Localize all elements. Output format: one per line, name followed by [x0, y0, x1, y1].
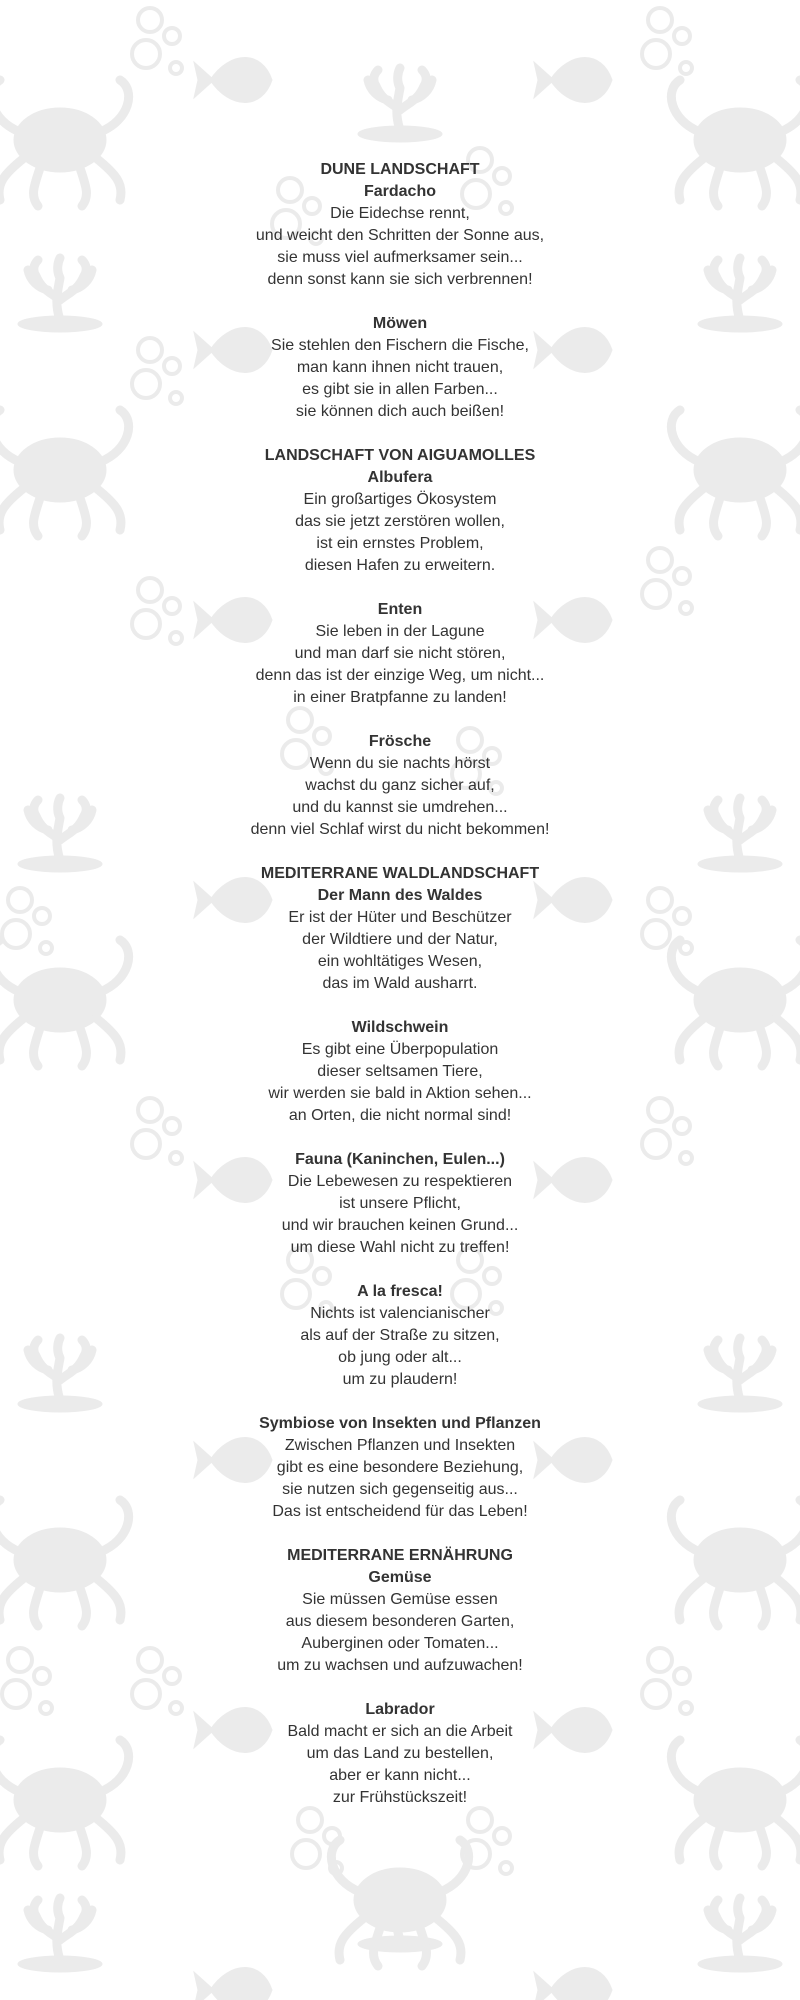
poem-line: das im Wald ausharrt.: [322, 975, 478, 992]
stanza-heading: Symbiose von Insekten und Pflanzen: [259, 1415, 541, 1432]
poem-line: Die Eidechse rennt,: [330, 205, 470, 222]
stanza-subheading: Albufera: [367, 469, 433, 486]
poem-line: in einer Bratpfanne zu landen!: [293, 689, 507, 706]
coral-icon: [358, 68, 442, 142]
stanza-heading: Enten: [377, 601, 423, 618]
poem-line: denn viel Schlaf wirst du nicht bekommen!: [250, 821, 550, 838]
poem-line: und du kannst sie umdrehen...: [292, 799, 508, 816]
stanza-heading: Möwen: [372, 315, 428, 332]
stanza-subheading: Fardacho: [363, 183, 436, 200]
coral-icon: [698, 1898, 782, 1972]
poem-stanza: [0, 1017, 800, 1127]
poem-line: denn sonst kann sie sich verbrennen!: [267, 271, 533, 288]
fish-icon: [194, 1968, 272, 2000]
poem-stanza: [0, 1413, 800, 1523]
poem-stanza: [0, 599, 800, 709]
poem-line: diesen Hafen zu erweitern.: [304, 557, 496, 574]
stanza-heading: DUNE LANDSCHAFT: [320, 161, 480, 178]
poem-stanza: [0, 863, 800, 995]
fish-icon: [534, 1968, 612, 2000]
stanza-heading: A la fresca!: [357, 1283, 443, 1300]
poem-line: ob jung oder alt...: [338, 1349, 462, 1366]
poem-line: Sie stehlen den Fischern die Fische,: [271, 337, 529, 354]
fish-icon: [534, 58, 612, 103]
poem-line: ein wohltätiges Wesen,: [317, 953, 483, 970]
poem-stanza: [0, 1699, 800, 1809]
poem-line: der Wildtiere und der Natur,: [302, 931, 498, 948]
poem-line: wir werden sie bald in Aktion sehen...: [268, 1085, 532, 1102]
poem-stanza: [0, 1545, 800, 1677]
poem-stanza: [0, 1149, 800, 1259]
stanza-heading: MEDITERRANE WALDLANDSCHAFT: [260, 865, 540, 882]
poem-line: als auf der Straße zu sitzen,: [300, 1327, 500, 1344]
stanza-heading: Labrador: [365, 1701, 435, 1718]
stanza-subheading: Gemüse: [368, 1569, 432, 1586]
poem-line: Sie müssen Gemüse essen: [302, 1591, 498, 1608]
stanza-heading: Fauna (Kaninchen, Eulen...): [295, 1151, 505, 1168]
poem-stanza: [0, 445, 800, 577]
stanza-subheading: Der Mann des Waldes: [317, 887, 483, 904]
poem-line: das sie jetzt zerstören wollen,: [295, 513, 505, 530]
poem-line: Sie leben in der Lagune: [315, 623, 485, 640]
poem-container: [0, 159, 800, 1831]
poem-line: man kann ihnen nicht trauen,: [296, 359, 504, 376]
poem-line: Es gibt eine Überpopulation: [301, 1041, 499, 1058]
poem-line: und man darf sie nicht stören,: [294, 645, 506, 662]
poem-line: zur Frühstückszeit!: [332, 1789, 468, 1806]
poem-line: Zwischen Pflanzen und Insekten: [284, 1437, 516, 1454]
poem-line: Das ist entscheidend für das Leben!: [272, 1503, 528, 1520]
poem-stanza: [0, 313, 800, 423]
poem-line: denn das ist der einzige Weg, um nicht...: [255, 667, 545, 684]
poem-stanza: [0, 731, 800, 841]
poem-line: Wenn du sie nachts hörst: [309, 755, 491, 772]
stanza-heading: Wildschwein: [351, 1019, 449, 1036]
poem-line: sie nutzen sich gegenseitig aus...: [282, 1481, 518, 1498]
poem-line: um das Land zu bestellen,: [306, 1745, 494, 1762]
bubbles-icon: [132, 8, 182, 74]
poem-line: an Orten, die nicht normal sind!: [288, 1107, 512, 1124]
poem-line: es gibt sie in allen Farben...: [302, 381, 498, 398]
poem-stanza: [0, 159, 800, 291]
poem-line: Nichts ist valencianischer: [310, 1305, 490, 1322]
poem-line: Bald macht er sich an die Arbeit: [287, 1723, 513, 1740]
poem-line: wachst du ganz sicher auf,: [305, 777, 495, 794]
poem-line: aber er kann nicht...: [329, 1767, 471, 1784]
poem-line: ist unsere Pflicht,: [339, 1195, 461, 1212]
poem-line: Ein großartiges Ökosystem: [303, 491, 497, 508]
stanza-heading: Frösche: [368, 733, 432, 750]
fish-icon: [194, 58, 272, 103]
poem-line: um diese Wahl nicht zu treffen!: [290, 1239, 510, 1256]
stanza-heading: MEDITERRANE ERNÄHRUNG: [287, 1547, 513, 1564]
poem-line: gibt es eine besondere Beziehung,: [276, 1459, 524, 1476]
poem-line: und wir brauchen keinen Grund...: [281, 1217, 519, 1234]
poem-line: und weicht den Schritten der Sonne aus,: [255, 227, 545, 244]
coral-icon: [18, 1898, 102, 1972]
poem-line: Auberginen oder Tomaten...: [301, 1635, 499, 1652]
poem-line: sie muss viel aufmerksamer sein...: [277, 249, 523, 266]
poem-line: ist ein ernstes Problem,: [316, 535, 484, 552]
poem-line: aus diesem besonderen Garten,: [285, 1613, 515, 1630]
poem-line: dieser seltsamen Tiere,: [317, 1063, 483, 1080]
poem-line: sie können dich auch beißen!: [295, 403, 505, 420]
bubbles-icon: [642, 8, 692, 74]
poem-stanza: [0, 1281, 800, 1391]
poem-line: um zu plaudern!: [342, 1371, 458, 1388]
poem-line: Er ist der Hüter und Beschützer: [288, 909, 512, 926]
stanza-heading: LANDSCHAFT VON AIGUAMOLLES: [264, 447, 536, 464]
poem-line: Die Lebewesen zu respektieren: [287, 1173, 513, 1190]
poem-line: um zu wachsen und aufzuwachen!: [277, 1657, 523, 1674]
